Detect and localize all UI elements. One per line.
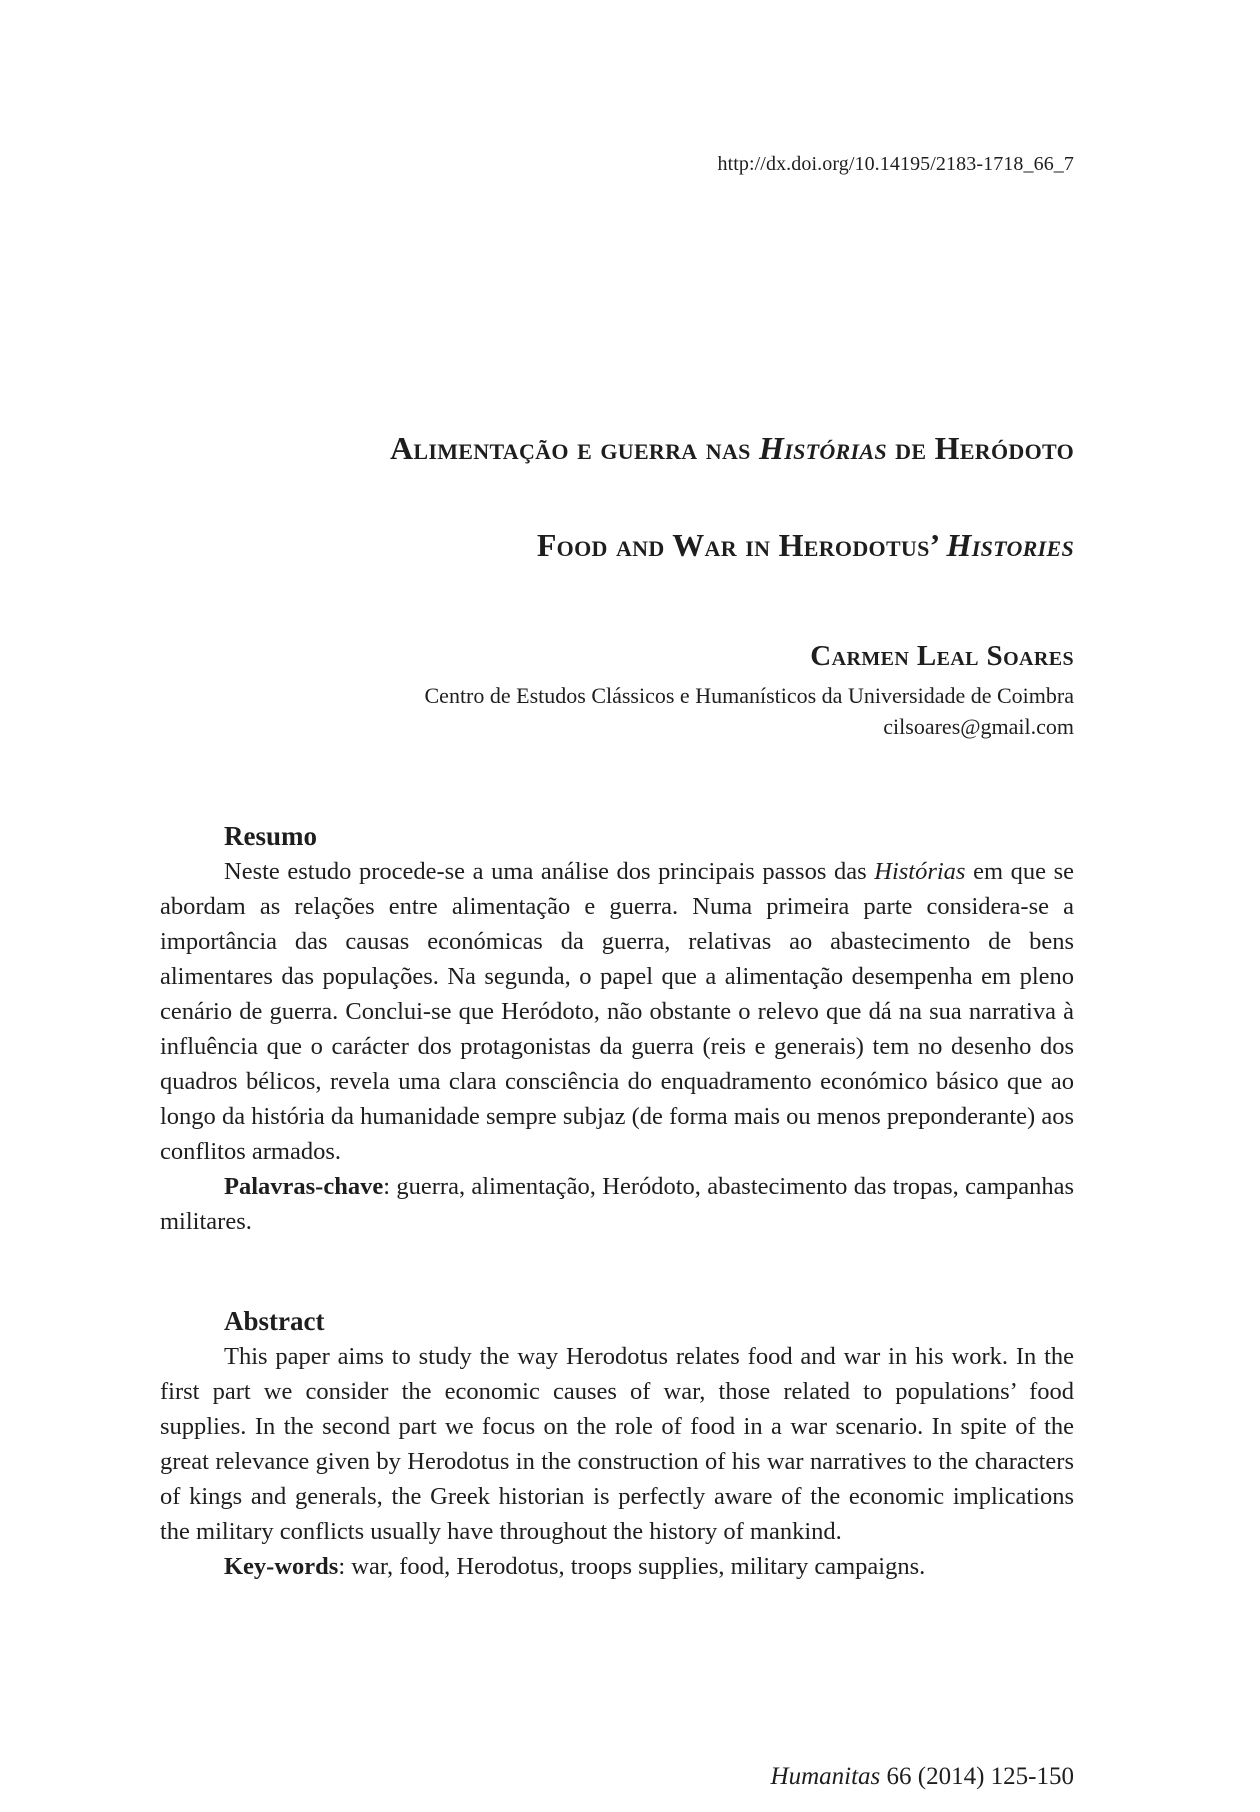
author-email[interactable]: cilsoares@gmail.com [883,714,1074,739]
title-pt-part1: Alimentação e guerra nas [390,430,760,466]
abstract-keywords [160,1549,1074,1584]
title-en-part1: Food and War in Herodotus’ [536,527,947,563]
title-pt-part2: de Heródoto [886,430,1074,466]
author-affiliation: Centro de Estudos Clássicos e Humanísticos da Universidade de Coimbra [424,683,1074,708]
journal-volume-pages: 66 (2014) 125-150 [880,1763,1074,1790]
abstract-keywords-list: : war, food, Herodotus, troops supplies, military campaigns. [338,1553,926,1580]
abstract-keywords-label: Key-words [224,1553,339,1580]
doi-link[interactable]: http://dx.doi.org/10.14195/2183-1718_66_7 [717,153,1074,175]
author-name: Carmen Leal Soares [810,640,1074,672]
resumo-section [160,818,1074,1239]
resumo-text [160,854,1074,1169]
title-pt-italic: Histórias [759,430,887,466]
resumo-heading: Resumo [224,821,317,851]
title-en-italic: Histories [946,527,1074,563]
abstract-text: This paper aims to study the way Herodotus relates food and war in his work. In the first part we consider the economic causes of war, those related to populations’ food supplies. In the second part we focus on the role of food in a war scenario. In spite of the great relevance given by Herodotus in the construction of his war narratives to the characters of kings and generals, the Greek historian is perfectly aware of the economic implications the military conflicts usually have throughout the history of mankind. [160,1343,1074,1545]
journal-citation [771,1763,1074,1791]
title-english [537,527,1074,564]
resumo-text-start: Neste estudo procede-se a uma análise dos principais passos das [224,858,875,885]
resumo-keywords-list: : guerra, alimentação, Heródoto, abastecimento das tropas, campanhas militares. [160,1173,1074,1235]
author-affiliation-block [425,680,1075,742]
title-portuguese [390,430,1074,467]
resumo-keywords [160,1169,1074,1239]
abstract-heading: Abstract [224,1306,325,1336]
journal-name: Humanitas [770,1763,881,1790]
resumo-text-italic: Histórias [874,858,966,885]
abstract-section [160,1303,1074,1584]
resumo-text-end: em que se abordam as relações entre alimentação e guerra. Numa primeira parte considera-se a importância das causas económicas da guerra, relativas ao abastecimento de bens alimentares das populações. Na segunda, o papel que a alimentação desempenha em pleno cenário de guerra. Conclui-se que Heródoto, não obstante o relevo que dá na sua narrativa à influência que o carácter dos protagonistas da guerra (reis e generais) tem no desenho dos quadros bélicos, revela uma clara consciência do enquadramento económico básico que ao longo da história da humanidade sempre subjaz (de forma mais ou menos preponderante) aos conflitos armados. [160,858,1074,1165]
resumo-keywords-label: Palavras-chave [224,1173,384,1200]
